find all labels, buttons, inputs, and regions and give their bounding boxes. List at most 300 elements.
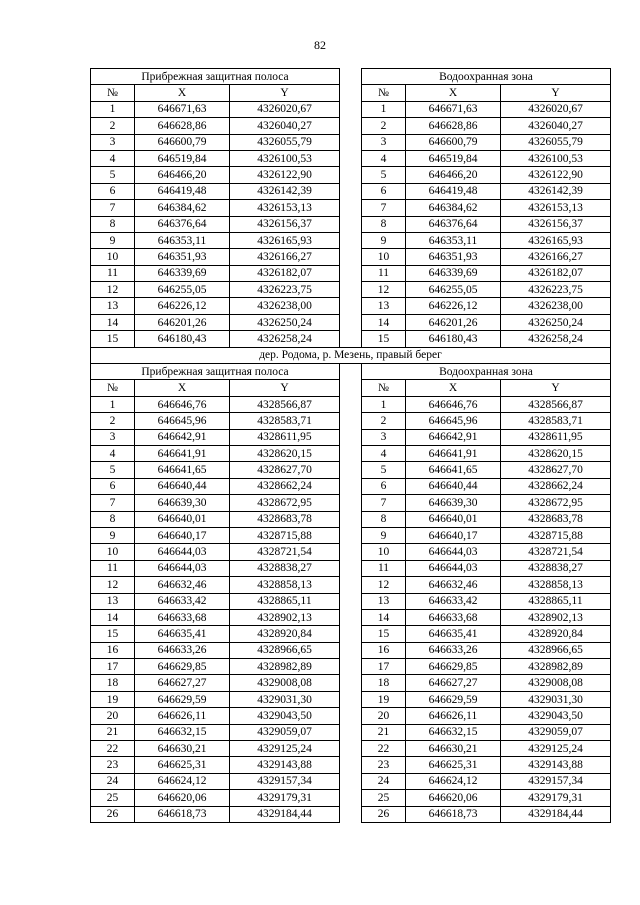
right-y-value: 4326223,75 (501, 282, 611, 298)
left-x-value: 646642,91 (135, 429, 230, 445)
right-point-number: 20 (362, 708, 406, 724)
left-x-value: 646633,42 (135, 593, 230, 609)
left-y-value: 4328982,89 (230, 659, 340, 675)
right-x-value: 646618,73 (406, 806, 501, 822)
left-x-value: 646641,91 (135, 445, 230, 461)
column-gap (340, 445, 362, 461)
table-row (91, 527, 611, 543)
left-y-value: 4326238,00 (230, 298, 340, 314)
left-point-number: 13 (91, 298, 135, 314)
right-y-value: 4326122,90 (501, 167, 611, 183)
left-point-number: 6 (91, 478, 135, 494)
left-point-number: 14 (91, 609, 135, 625)
right-x-value: 646641,65 (406, 462, 501, 478)
left-y-value: 4329031,30 (230, 691, 340, 707)
column-gap (340, 560, 362, 576)
right-y-value: 4326142,39 (501, 183, 611, 199)
left-x-value: 646624,12 (135, 773, 230, 789)
right-x-value: 646632,15 (406, 724, 501, 740)
right-y-value: 4328566,87 (501, 396, 611, 412)
right-y-value: 4329143,88 (501, 757, 611, 773)
column-gap (340, 101, 362, 117)
left-point-number: 7 (91, 495, 135, 511)
column-gap (340, 790, 362, 806)
left-column-header-x: X (135, 380, 230, 396)
column-gap (340, 724, 362, 740)
table-row (91, 331, 611, 347)
right-x-value: 646466,20 (406, 167, 501, 183)
left-point-number: 6 (91, 183, 135, 199)
column-gap (340, 150, 362, 166)
right-x-value: 646639,30 (406, 495, 501, 511)
right-point-number: 3 (362, 429, 406, 445)
right-point-number: 6 (362, 478, 406, 494)
right-y-value: 4326100,53 (501, 150, 611, 166)
column-gap (340, 478, 362, 494)
table-row (91, 511, 611, 527)
right-y-value: 4329179,31 (501, 790, 611, 806)
table-row (91, 626, 611, 642)
left-column-header-y: Y (230, 380, 340, 396)
table-row (91, 298, 611, 314)
right-x-value: 646519,84 (406, 150, 501, 166)
left-y-value: 4326258,24 (230, 331, 340, 347)
right-x-value: 646376,64 (406, 216, 501, 232)
table-row (91, 314, 611, 330)
right-point-number: 5 (362, 462, 406, 478)
right-x-value: 646633,26 (406, 642, 501, 658)
right-y-value: 4328662,24 (501, 478, 611, 494)
left-x-value: 646640,17 (135, 527, 230, 543)
right-point-number: 16 (362, 642, 406, 658)
right-y-value: 4329059,07 (501, 724, 611, 740)
left-y-value: 4329043,50 (230, 708, 340, 724)
column-gap (340, 200, 362, 216)
right-y-value: 4328611,95 (501, 429, 611, 445)
left-y-value: 4328966,65 (230, 642, 340, 658)
table-row (91, 282, 611, 298)
column-gap (340, 462, 362, 478)
right-point-number: 25 (362, 790, 406, 806)
column-gap (340, 675, 362, 691)
left-point-number: 2 (91, 413, 135, 429)
left-point-number: 20 (91, 708, 135, 724)
table-row (91, 757, 611, 773)
left-point-number: 4 (91, 150, 135, 166)
left-y-value: 4326182,07 (230, 265, 340, 281)
column-gap (340, 544, 362, 560)
left-point-number: 12 (91, 282, 135, 298)
right-point-number: 14 (362, 314, 406, 330)
right-point-number: 10 (362, 249, 406, 265)
left-column-header-num: № (91, 85, 135, 101)
table-row (91, 101, 611, 117)
table-row (91, 708, 611, 724)
left-y-value: 4326040,27 (230, 118, 340, 134)
table-row (91, 216, 611, 232)
left-point-number: 4 (91, 445, 135, 461)
left-y-value: 4328920,84 (230, 626, 340, 642)
table-row (91, 741, 611, 757)
page-number: 82 (314, 38, 326, 52)
table-row (91, 806, 611, 822)
left-y-value: 4328721,54 (230, 544, 340, 560)
right-x-value: 646671,63 (406, 101, 501, 117)
left-y-value: 4328566,87 (230, 396, 340, 412)
left-y-value: 4326153,13 (230, 200, 340, 216)
table-row (91, 232, 611, 248)
left-point-number: 1 (91, 396, 135, 412)
left-x-value: 646641,65 (135, 462, 230, 478)
column-gap (340, 118, 362, 134)
right-y-value: 4326238,00 (501, 298, 611, 314)
right-x-value: 646624,12 (406, 773, 501, 789)
left-y-value: 4326100,53 (230, 150, 340, 166)
right-x-value: 646384,62 (406, 200, 501, 216)
right-x-value: 646633,68 (406, 609, 501, 625)
column-gap (340, 216, 362, 232)
right-column-header-y: Y (501, 380, 611, 396)
right-point-number: 15 (362, 626, 406, 642)
right-y-value: 4328620,15 (501, 445, 611, 461)
column-gap (340, 527, 362, 543)
table-row (91, 445, 611, 461)
column-gap (340, 134, 362, 150)
left-y-value: 4326165,93 (230, 232, 340, 248)
left-y-value: 4326142,39 (230, 183, 340, 199)
right-y-value: 4328721,54 (501, 544, 611, 560)
right-column-header-x: X (406, 85, 501, 101)
column-header-row (91, 380, 611, 396)
table-row (91, 150, 611, 166)
left-point-number: 10 (91, 544, 135, 560)
left-x-value: 646419,48 (135, 183, 230, 199)
left-x-value: 646180,43 (135, 331, 230, 347)
right-y-value: 4326040,27 (501, 118, 611, 134)
right-x-value: 646620,06 (406, 790, 501, 806)
right-point-number: 4 (362, 445, 406, 461)
left-x-value: 646620,06 (135, 790, 230, 806)
right-x-value: 646628,86 (406, 118, 501, 134)
table-row (91, 790, 611, 806)
left-point-number: 9 (91, 232, 135, 248)
left-y-value: 4328672,95 (230, 495, 340, 511)
table-row (91, 134, 611, 150)
table-row (91, 495, 611, 511)
column-gap (340, 741, 362, 757)
right-point-number: 3 (362, 134, 406, 150)
right-y-value: 4326156,37 (501, 216, 611, 232)
column-gap (340, 396, 362, 412)
right-x-value: 646226,12 (406, 298, 501, 314)
left-y-value: 4329157,34 (230, 773, 340, 789)
right-x-value: 646419,48 (406, 183, 501, 199)
right-y-value: 4328858,13 (501, 577, 611, 593)
right-point-number: 22 (362, 741, 406, 757)
table-row (91, 183, 611, 199)
right-point-number: 13 (362, 298, 406, 314)
right-x-value: 646625,31 (406, 757, 501, 773)
right-x-value: 646180,43 (406, 331, 501, 347)
right-y-value: 4326055,79 (501, 134, 611, 150)
right-y-value: 4329031,30 (501, 691, 611, 707)
column-gap (340, 298, 362, 314)
table-row (91, 659, 611, 675)
coordinates-table (90, 68, 611, 823)
right-point-number: 2 (362, 118, 406, 134)
right-point-number: 11 (362, 560, 406, 576)
left-y-value: 4328627,70 (230, 462, 340, 478)
right-x-value: 646600,79 (406, 134, 501, 150)
right-point-number: 7 (362, 495, 406, 511)
left-y-value: 4328865,11 (230, 593, 340, 609)
right-x-value: 646255,05 (406, 282, 501, 298)
right-point-number: 17 (362, 659, 406, 675)
left-point-number: 23 (91, 757, 135, 773)
right-point-number: 1 (362, 396, 406, 412)
column-gap (340, 183, 362, 199)
left-y-value: 4329059,07 (230, 724, 340, 740)
right-y-value: 4328583,71 (501, 413, 611, 429)
right-x-value: 646201,26 (406, 314, 501, 330)
column-gap (340, 593, 362, 609)
left-x-value: 646633,26 (135, 642, 230, 658)
left-x-value: 646635,41 (135, 626, 230, 642)
left-x-value: 646627,27 (135, 675, 230, 691)
right-x-value: 646630,21 (406, 741, 501, 757)
right-y-value: 4328838,27 (501, 560, 611, 576)
left-y-value: 4326055,79 (230, 134, 340, 150)
right-point-number: 1 (362, 101, 406, 117)
right-point-number: 23 (362, 757, 406, 773)
right-x-value: 646339,69 (406, 265, 501, 281)
right-y-value: 4326020,67 (501, 101, 611, 117)
column-gap (340, 659, 362, 675)
right-x-value: 646641,91 (406, 445, 501, 461)
right-x-value: 646635,41 (406, 626, 501, 642)
right-point-number: 2 (362, 413, 406, 429)
left-column-header-num: № (91, 380, 135, 396)
left-y-value: 4326122,90 (230, 167, 340, 183)
left-point-number: 26 (91, 806, 135, 822)
left-y-value: 4328902,13 (230, 609, 340, 625)
column-gap (340, 265, 362, 281)
right-x-value: 646640,17 (406, 527, 501, 543)
column-gap (340, 642, 362, 658)
column-gap (340, 626, 362, 642)
left-point-number: 1 (91, 101, 135, 117)
table-row (91, 544, 611, 560)
right-x-value: 646644,03 (406, 560, 501, 576)
left-y-value: 4328838,27 (230, 560, 340, 576)
right-y-value: 4328627,70 (501, 462, 611, 478)
left-point-number: 22 (91, 741, 135, 757)
right-y-value: 4329043,50 (501, 708, 611, 724)
left-point-number: 11 (91, 560, 135, 576)
left-x-value: 646646,76 (135, 396, 230, 412)
table-row (91, 724, 611, 740)
right-y-value: 4328982,89 (501, 659, 611, 675)
column-gap (340, 806, 362, 822)
left-x-value: 646644,03 (135, 544, 230, 560)
right-y-value: 4328672,95 (501, 495, 611, 511)
right-point-number: 21 (362, 724, 406, 740)
table-row (91, 413, 611, 429)
column-gap (340, 708, 362, 724)
left-x-value: 646633,68 (135, 609, 230, 625)
left-x-value: 646640,44 (135, 478, 230, 494)
right-point-number: 11 (362, 265, 406, 281)
left-y-value: 4328611,95 (230, 429, 340, 445)
table-row (91, 265, 611, 281)
table-row (91, 462, 611, 478)
right-y-value: 4326250,24 (501, 314, 611, 330)
left-x-value: 646630,21 (135, 741, 230, 757)
right-x-value: 646646,76 (406, 396, 501, 412)
table-row (91, 167, 611, 183)
left-y-value: 4329179,31 (230, 790, 340, 806)
right-y-value: 4326166,27 (501, 249, 611, 265)
left-x-value: 646671,63 (135, 101, 230, 117)
column-header-row (91, 85, 611, 101)
left-point-number: 10 (91, 249, 135, 265)
left-point-number: 2 (91, 118, 135, 134)
left-x-value: 646353,11 (135, 232, 230, 248)
table-row (91, 593, 611, 609)
column-gap (340, 69, 362, 85)
left-y-value: 4329143,88 (230, 757, 340, 773)
left-point-number: 13 (91, 593, 135, 609)
table-row (91, 560, 611, 576)
right-point-number: 7 (362, 200, 406, 216)
right-y-value: 4329008,08 (501, 675, 611, 691)
coastal-strip-header: Прибрежная защитная полоса (91, 69, 340, 85)
left-x-value: 646626,11 (135, 708, 230, 724)
left-x-value: 646466,20 (135, 167, 230, 183)
left-point-number: 8 (91, 511, 135, 527)
left-point-number: 14 (91, 314, 135, 330)
column-gap (340, 167, 362, 183)
left-y-value: 4328858,13 (230, 577, 340, 593)
right-point-number: 19 (362, 691, 406, 707)
table-row (91, 200, 611, 216)
left-x-value: 646625,31 (135, 757, 230, 773)
table-row (91, 396, 611, 412)
right-point-number: 9 (362, 527, 406, 543)
column-gap (340, 511, 362, 527)
left-y-value: 4326156,37 (230, 216, 340, 232)
left-x-value: 646351,93 (135, 249, 230, 265)
right-y-value: 4328715,88 (501, 527, 611, 543)
column-gap (340, 314, 362, 330)
right-x-value: 646351,93 (406, 249, 501, 265)
left-y-value: 4329184,44 (230, 806, 340, 822)
left-x-value: 646384,62 (135, 200, 230, 216)
left-x-value: 646618,73 (135, 806, 230, 822)
right-y-value: 4326182,07 (501, 265, 611, 281)
right-y-value: 4328966,65 (501, 642, 611, 658)
left-point-number: 8 (91, 216, 135, 232)
left-x-value: 646629,85 (135, 659, 230, 675)
zone-header-row (91, 69, 611, 85)
right-y-value: 4328683,78 (501, 511, 611, 527)
right-x-value: 646627,27 (406, 675, 501, 691)
water-protection-zone-header: Водоохранная зона (362, 364, 611, 380)
right-y-value: 4326165,93 (501, 232, 611, 248)
right-x-value: 646645,96 (406, 413, 501, 429)
column-gap (340, 773, 362, 789)
table-row (91, 609, 611, 625)
left-x-value: 646255,05 (135, 282, 230, 298)
left-x-value: 646645,96 (135, 413, 230, 429)
left-point-number: 19 (91, 691, 135, 707)
right-y-value: 4328865,11 (501, 593, 611, 609)
left-y-value: 4328683,78 (230, 511, 340, 527)
left-y-value: 4328620,15 (230, 445, 340, 461)
right-x-value: 646632,46 (406, 577, 501, 593)
right-x-value: 646353,11 (406, 232, 501, 248)
right-point-number: 8 (362, 216, 406, 232)
left-x-value: 646629,59 (135, 691, 230, 707)
column-gap (340, 232, 362, 248)
left-point-number: 7 (91, 200, 135, 216)
column-gap (340, 495, 362, 511)
left-point-number: 15 (91, 626, 135, 642)
right-x-value: 646644,03 (406, 544, 501, 560)
left-point-number: 5 (91, 167, 135, 183)
right-y-value: 4328920,84 (501, 626, 611, 642)
table-row (91, 249, 611, 265)
left-y-value: 4326166,27 (230, 249, 340, 265)
left-y-value: 4329125,24 (230, 741, 340, 757)
right-x-value: 646629,85 (406, 659, 501, 675)
zone-header-row (91, 364, 611, 380)
right-column-header-x: X (406, 380, 501, 396)
left-x-value: 646628,86 (135, 118, 230, 134)
right-point-number: 9 (362, 232, 406, 248)
left-point-number: 16 (91, 642, 135, 658)
column-gap (340, 331, 362, 347)
table-row (91, 118, 611, 134)
column-gap (340, 757, 362, 773)
column-gap (340, 282, 362, 298)
left-x-value: 646600,79 (135, 134, 230, 150)
column-gap (340, 85, 362, 101)
left-y-value: 4326250,24 (230, 314, 340, 330)
left-point-number: 5 (91, 462, 135, 478)
right-point-number: 15 (362, 331, 406, 347)
left-x-value: 646339,69 (135, 265, 230, 281)
right-x-value: 646642,91 (406, 429, 501, 445)
left-point-number: 3 (91, 134, 135, 150)
table-row (91, 577, 611, 593)
right-column-header-y: Y (501, 85, 611, 101)
column-gap (340, 413, 362, 429)
left-column-header-x: X (135, 85, 230, 101)
right-point-number: 18 (362, 675, 406, 691)
right-point-number: 13 (362, 593, 406, 609)
left-y-value: 4328662,24 (230, 478, 340, 494)
table-row (91, 429, 611, 445)
left-x-value: 646632,15 (135, 724, 230, 740)
left-x-value: 646639,30 (135, 495, 230, 511)
column-gap (340, 364, 362, 380)
column-gap (340, 691, 362, 707)
left-y-value: 4326223,75 (230, 282, 340, 298)
left-y-value: 4326020,67 (230, 101, 340, 117)
table-row (91, 691, 611, 707)
left-point-number: 21 (91, 724, 135, 740)
